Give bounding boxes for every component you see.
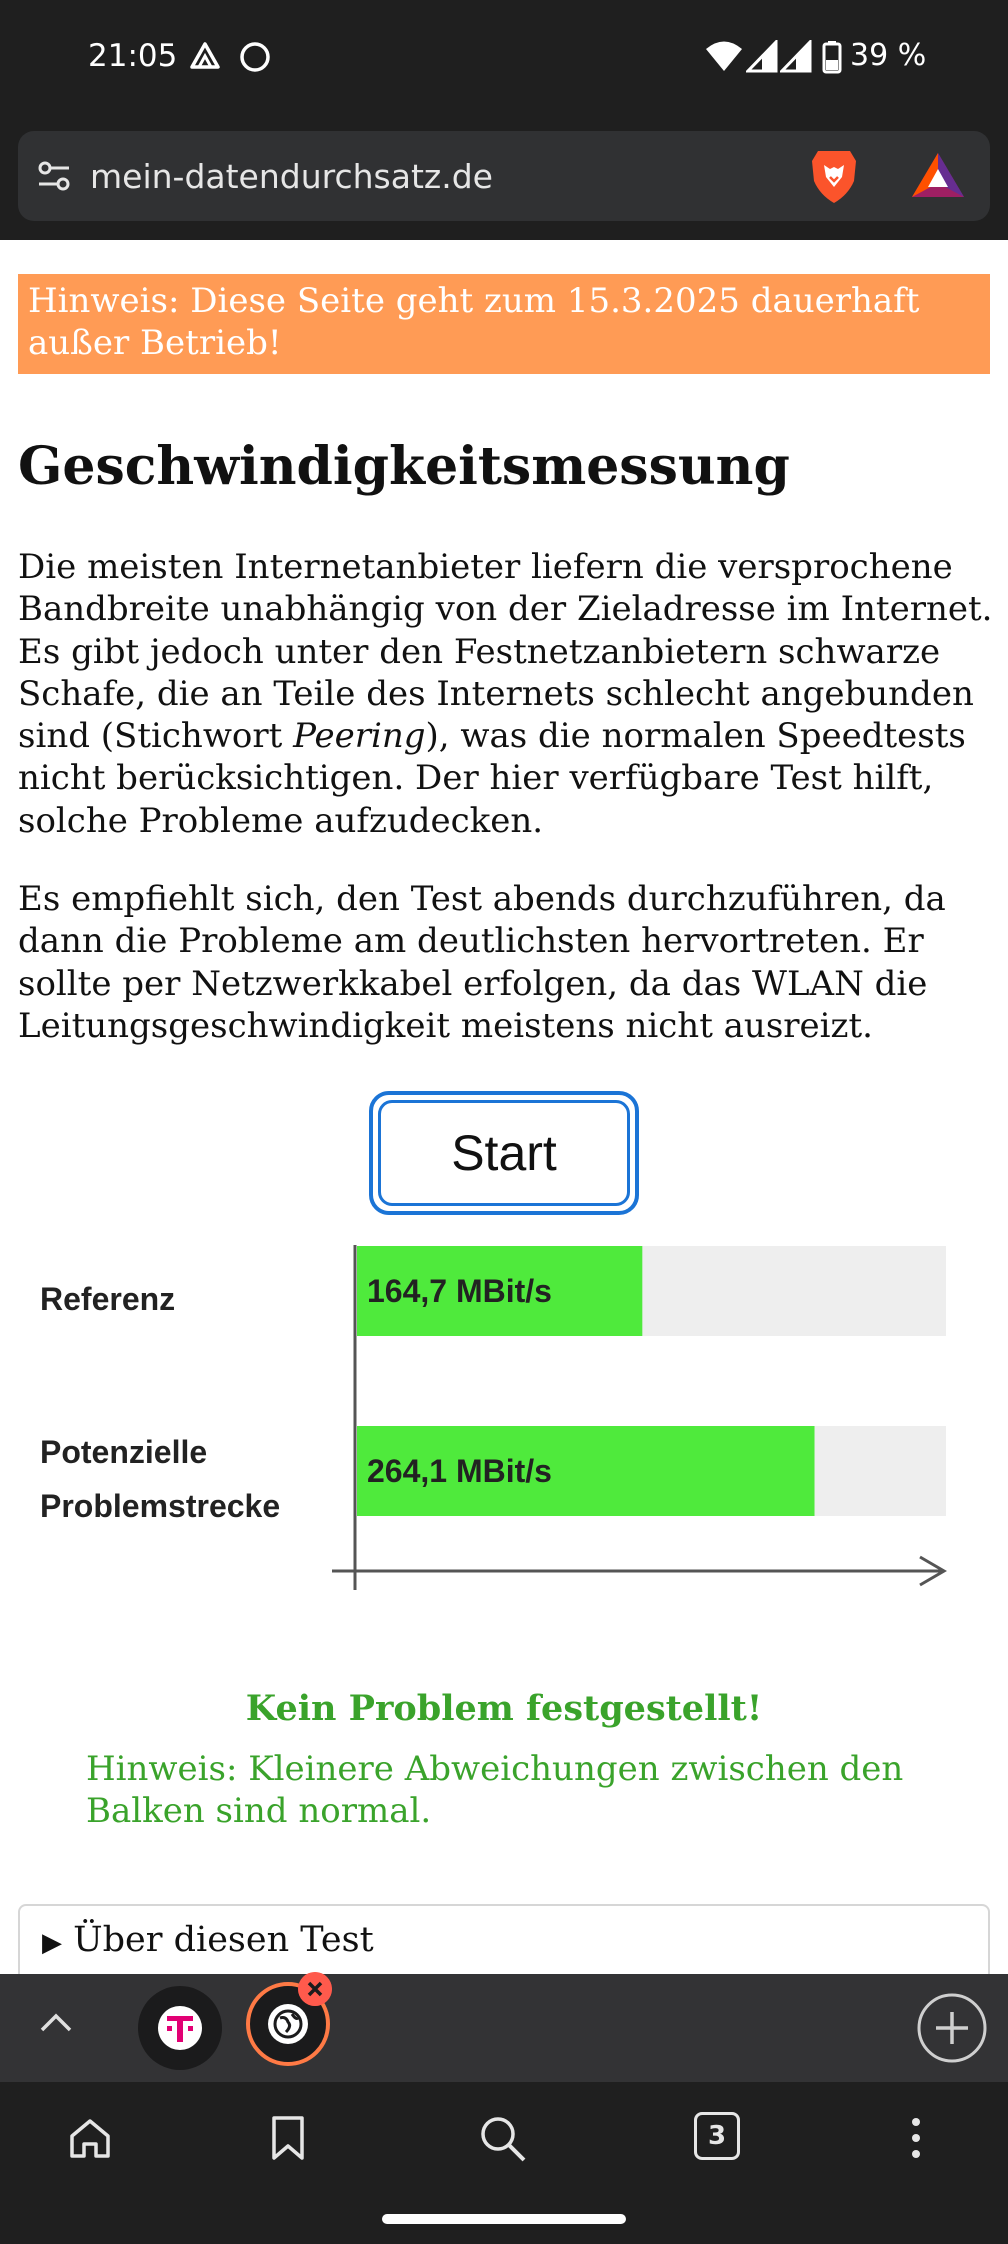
peering-term: Peering: [293, 716, 426, 757]
site-settings-icon[interactable]: [36, 158, 72, 194]
tab-strip: [0, 1974, 1008, 2082]
result-heading: Kein Problem festgestellt!: [245, 1688, 763, 1729]
home-icon[interactable]: [66, 2114, 114, 2162]
category-label-line: Potenzielle: [40, 1434, 208, 1470]
browser-toolbar: [0, 116, 1008, 240]
axis-spacer: [0, 1245, 332, 1331]
address-bar[interactable]: [18, 131, 990, 221]
close-tab-icon[interactable]: [298, 1972, 332, 2006]
page-title: Geschwindigkeitsmessung: [18, 436, 790, 497]
wifi-icon: [704, 40, 744, 74]
start-button[interactable]: [369, 1091, 639, 1215]
circle-icon: [238, 40, 272, 74]
new-tab-icon[interactable]: [916, 1992, 988, 2064]
intro-text-part1: Die meisten Internetanbieter liefern die versprochene Bandbreite unabhängig von der Zieladresse im Internet. Es gibt jedoch unter den Festnetzanbietern schwarze Schafe, die an Teile des Internets schlecht angebunden sind (Stichwort: [18, 547, 993, 757]
battery-percent: 39 %: [850, 38, 927, 73]
about-test-label[interactable]: Über diesen Test: [73, 1920, 374, 1960]
category-label-line: Problemstrecke: [40, 1488, 281, 1524]
brave-rewards-icon[interactable]: [910, 151, 966, 199]
status-time: 21:05: [88, 38, 178, 74]
disclosure-triangle-icon: ▶: [42, 1928, 62, 1958]
brave-shields-icon[interactable]: [808, 147, 860, 205]
telekom-icon: [138, 1986, 222, 2070]
tabs-button[interactable]: [694, 2112, 740, 2160]
tab-telekom[interactable]: [138, 1986, 222, 2070]
bar-value-label: 164,7 MBit/s: [367, 1273, 552, 1309]
bar-value-label: 264,1 MBit/s: [367, 1453, 552, 1489]
result-note: Hinweis: Kleinere Abweichungen zwischen den Balken sind normal.: [86, 1749, 904, 1831]
signal-icon: [780, 40, 812, 74]
about-test-details[interactable]: [18, 1904, 990, 1974]
intro-text-part2: ), was die normalen Speedtests nicht berücksichtigen. Der hier verfügbare Test hilft, solche Probleme aufzudecken.: [18, 716, 966, 841]
bottom-navigation: [0, 2082, 1008, 2244]
more-menu-icon[interactable]: [904, 2114, 928, 2162]
status-bar: [0, 0, 1008, 116]
gesture-bar[interactable]: [382, 2214, 626, 2224]
shutdown-notice: Hinweis: Diese Seite geht zum 15.3.2025 dauerhaft außer Betrieb!: [18, 274, 990, 374]
chart-plot: [0, 1245, 1008, 1605]
web-page: [0, 240, 1008, 1974]
signal-icon: [746, 40, 778, 74]
category-label-line: Referenz: [40, 1281, 176, 1317]
battery-icon: [822, 40, 842, 74]
search-icon[interactable]: [478, 2114, 528, 2164]
intro-paragraph: [18, 546, 998, 842]
tab-count: 3: [707, 2121, 727, 2151]
chevron-up-icon[interactable]: [36, 2002, 76, 2042]
advice-paragraph: Es empfiehlt sich, den Test abends durchzuführen, da dann die Probleme am deutlichsten hervortreten. Er sollte per Netzwerkkabel erfolgen, da das WLAN die Leitungsgeschwindigkeit meistens nicht ausreizt.: [18, 879, 946, 1046]
url-text[interactable]: mein-datendurchsatz.de: [90, 157, 493, 196]
drive-icon: [188, 40, 222, 74]
bookmark-icon[interactable]: [268, 2114, 308, 2162]
start-button-label[interactable]: Start: [378, 1100, 630, 1206]
speed-chart: [0, 1245, 1008, 1605]
about-test-summary[interactable]: [42, 1920, 374, 1960]
